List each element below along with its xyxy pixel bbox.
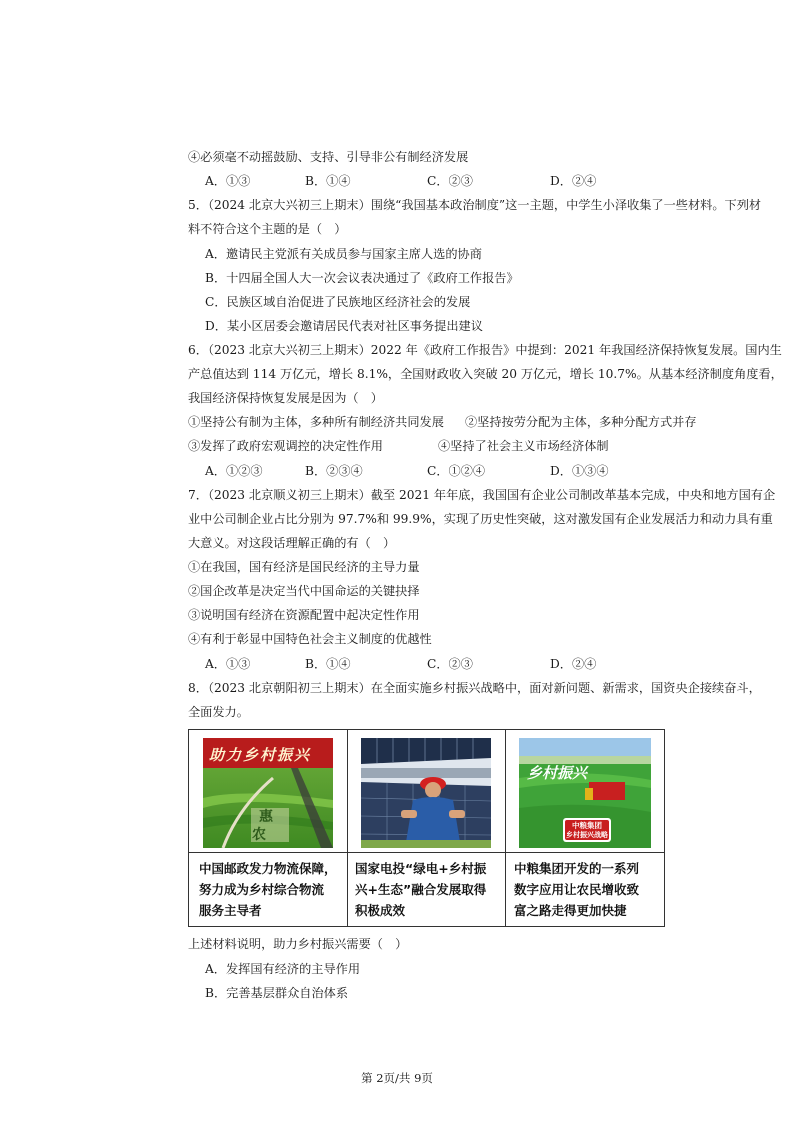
- q7-statement-4: ④有利于彰显中国特色社会主义制度的优越性: [188, 632, 432, 646]
- q6-option-a: A．①②③: [205, 464, 263, 478]
- q5-option-d: D．某小区居委会邀请居民代表对社区事务提出建议: [205, 319, 483, 333]
- q8-option-a: A．发挥国有经济的主导作用: [205, 962, 361, 976]
- q4-option-b: B．①④: [305, 174, 351, 188]
- q6-option-d: D．①③④: [550, 464, 609, 478]
- q8-stem-line2: 全面发力。: [188, 705, 249, 719]
- caption-line: 中国邮政发力物流保障，: [199, 861, 337, 876]
- q7-stem-line2: 业中公司制企业占比分别为 97.7%和 99.9%，实现了历史性突破，这对激发国有企业发展活力和动力具有重: [188, 512, 773, 526]
- caption-line: 富之路走得更加快捷: [514, 903, 627, 918]
- material-table: [188, 729, 665, 927]
- picture-china-post-rural: [203, 738, 333, 848]
- sign-char-1: 惠: [259, 809, 273, 825]
- q6-statement-4: ④坚持了社会主义市场经济体制: [438, 439, 609, 453]
- cofco-badge-line2: 乡村振兴战略: [566, 831, 608, 839]
- q5-option-c: C．民族区域自治促进了民族地区经济社会的发展: [205, 295, 471, 309]
- q7-option-d: D．②④: [550, 657, 597, 671]
- caption-line: 努力成为乡村综合物流: [199, 882, 325, 897]
- picture-solar-worker: [361, 738, 491, 848]
- page-number: 第 2页/共 9页: [361, 1071, 433, 1085]
- banner-text: 助力乡村振兴: [209, 746, 312, 764]
- sign-char-2: 农: [252, 827, 266, 843]
- q5-stem-line2: 料不符合这个主题的是（ ）: [188, 222, 347, 236]
- q7-option-c: C．②③: [427, 657, 473, 671]
- caption-china-post: [199, 858, 337, 921]
- q5-stem-line1: 5．（2024 北京大兴初三上期末）围绕“我国基本政治制度”这一主题，中学生小泽收集了一些材料。下列材: [188, 198, 762, 212]
- caption-line: 中粮集团开发的一系列: [514, 861, 640, 876]
- caption-cofco: [514, 858, 639, 921]
- q6-stem-line2: 产总值达到 114 万亿元，增长 8.1%，全国财政收入突破 20 万亿元，增长 10.7%。从基本经济制度角度看，: [188, 367, 783, 381]
- caption-line: 服务主导者: [199, 903, 262, 918]
- q6-statement-2: ②坚持按劳分配为主体，多种分配方式并存: [465, 415, 697, 429]
- q7-statement-3: ③说明国有经济在资源配置中起决定性作用: [188, 608, 420, 622]
- q7-option-a: A．①③: [205, 657, 251, 671]
- q6-option-b: B．②③④: [305, 464, 363, 478]
- caption-line: 数字应用让农民增收致: [514, 882, 640, 897]
- q7-statement-1: ①在我国，国有经济是国民经济的主导力量: [188, 560, 420, 574]
- q7-statement-2: ②国企改革是决定当代中国命运的关键抉择: [188, 584, 420, 598]
- q6-option-c: C．①②④: [427, 464, 486, 478]
- q8-option-b: B．完善基层群众自治体系: [205, 986, 349, 1000]
- q8-stem-line1: 8．（2023 北京朝阳初三上期末）在全面实施乡村振兴战略中，面对新问题、新需求，国资央企接续奋斗，: [188, 681, 761, 695]
- q4-option-d: D．②④: [550, 174, 597, 188]
- caption-line: 兴+生态”融合发展取得: [355, 882, 487, 897]
- caption-state-power: [355, 858, 486, 921]
- picture-cofco-rural: [519, 738, 651, 848]
- q6-stem-line1: 6．（2023 北京大兴初三上期末）2022 年《政府工作报告》中提到：2021 年我国经济保持恢复发展。国内生: [188, 343, 782, 357]
- q6-statement-3: ③发挥了政府宏观调控的决定性作用: [188, 439, 383, 453]
- q6-statement-1: ①坚持公有制为主体，多种所有制经济共同发展: [188, 415, 444, 429]
- cofco-title: 乡村振兴: [527, 764, 588, 782]
- q8-question: 上述材料说明，助力乡村振兴需要（ ）: [188, 937, 408, 951]
- q4-statement-4: ④必须毫不动摇鼓励、支持、引导非公有制经济发展: [188, 150, 469, 164]
- caption-line: 积极成效: [355, 903, 406, 918]
- q4-option-a: A．①③: [205, 174, 251, 188]
- q6-stem-line3: 我国经济保持恢复发展是因为（ ）: [188, 391, 383, 405]
- q4-option-c: C．②③: [427, 174, 473, 188]
- caption-line: 国家电投“绿电+乡村振: [355, 861, 487, 876]
- q7-option-b: B．①④: [305, 657, 351, 671]
- q7-stem-line1: 7．（2023 北京顺义初三上期末）截至 2021 年年底，我国国有企业公司制改革基本完成，中央和地方国有企: [188, 488, 776, 502]
- q5-option-b: B．十四届全国人大一次会议表决通过了《政府工作报告》: [205, 271, 519, 285]
- q7-stem-line3: 大意义。对这段话理解正确的有（ ）: [188, 536, 396, 550]
- q5-option-a: A．邀请民主党派有关成员参与国家主席人选的协商: [205, 247, 482, 261]
- cofco-badge-line1: 中粮集团: [572, 821, 602, 830]
